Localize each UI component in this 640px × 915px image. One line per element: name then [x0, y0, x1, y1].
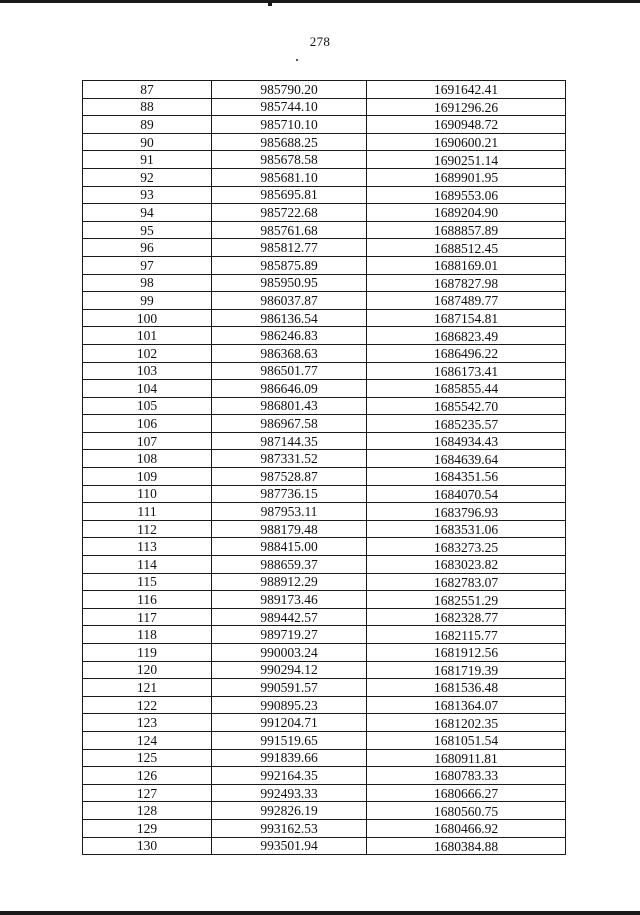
table-row: [83, 415, 566, 433]
x-coordinate-cell: 989173.46: [212, 591, 367, 609]
y-coordinate-cell: 1687827.98: [367, 274, 566, 292]
table-row: [83, 256, 566, 274]
y-coordinate-cell: 1685542.70: [367, 397, 566, 415]
point-number-cell: 125: [83, 749, 212, 767]
y-coordinate-cell: 1681202.35: [367, 714, 566, 732]
y-coordinate-cell: 1686823.49: [367, 327, 566, 345]
x-coordinate-cell: 986136.54: [212, 309, 367, 327]
point-number-cell: 87: [83, 81, 212, 99]
scan-top-border: [0, 0, 640, 3]
table-row: [83, 749, 566, 767]
table-row: [83, 151, 566, 169]
x-coordinate-cell: 985695.81: [212, 186, 367, 204]
table-row: [83, 591, 566, 609]
scan-mark: [268, 2, 272, 6]
table-row: [83, 644, 566, 662]
x-coordinate-cell: 986967.58: [212, 415, 367, 433]
x-coordinate-cell: 993501.94: [212, 837, 367, 855]
point-number-cell: 96: [83, 239, 212, 257]
x-coordinate-cell: 986501.77: [212, 362, 367, 380]
point-number-cell: 118: [83, 626, 212, 644]
table-row: [83, 503, 566, 521]
x-coordinate-cell: 987953.11: [212, 503, 367, 521]
x-coordinate-cell: 985761.68: [212, 221, 367, 239]
y-coordinate-cell: 1684934.43: [367, 432, 566, 450]
y-coordinate-cell: 1681719.39: [367, 661, 566, 679]
x-coordinate-cell: 992493.33: [212, 784, 367, 802]
table-row: [83, 344, 566, 362]
table-row: [83, 608, 566, 626]
x-coordinate-cell: 985744.10: [212, 98, 367, 116]
table-row: [83, 696, 566, 714]
y-coordinate-cell: 1680384.88: [367, 837, 566, 855]
x-coordinate-cell: 988912.29: [212, 573, 367, 591]
y-coordinate-cell: 1689901.95: [367, 168, 566, 186]
x-coordinate-cell: 991839.66: [212, 749, 367, 767]
table-row: [83, 520, 566, 538]
x-coordinate-cell: 986646.09: [212, 380, 367, 398]
point-number-cell: 108: [83, 450, 212, 468]
x-coordinate-cell: 990895.23: [212, 696, 367, 714]
y-coordinate-cell: 1682115.77: [367, 626, 566, 644]
x-coordinate-cell: 985681.10: [212, 168, 367, 186]
point-number-cell: 117: [83, 608, 212, 626]
y-coordinate-cell: 1690251.14: [367, 151, 566, 169]
x-coordinate-cell: 992164.35: [212, 767, 367, 785]
point-number-cell: 129: [83, 819, 212, 837]
x-coordinate-cell: 985875.89: [212, 256, 367, 274]
point-number-cell: 95: [83, 221, 212, 239]
table-row: [83, 485, 566, 503]
y-coordinate-cell: 1690948.72: [367, 116, 566, 134]
y-coordinate-cell: 1683796.93: [367, 503, 566, 521]
y-coordinate-cell: 1682551.29: [367, 591, 566, 609]
point-number-cell: 121: [83, 679, 212, 697]
y-coordinate-cell: 1691296.26: [367, 98, 566, 116]
point-number-cell: 98: [83, 274, 212, 292]
y-coordinate-cell: 1688512.45: [367, 239, 566, 257]
table-row: [83, 168, 566, 186]
x-coordinate-cell: 986368.63: [212, 344, 367, 362]
x-coordinate-cell: 989719.27: [212, 626, 367, 644]
y-coordinate-cell: 1685855.44: [367, 380, 566, 398]
y-coordinate-cell: 1687489.77: [367, 292, 566, 310]
coordinate-table-body: [83, 81, 566, 855]
y-coordinate-cell: 1684639.64: [367, 450, 566, 468]
table-row: [83, 767, 566, 785]
y-coordinate-cell: 1690600.21: [367, 133, 566, 151]
point-number-cell: 103: [83, 362, 212, 380]
table-row: [83, 133, 566, 151]
y-coordinate-cell: 1683531.06: [367, 520, 566, 538]
point-number-cell: 111: [83, 503, 212, 521]
x-coordinate-cell: 985678.58: [212, 151, 367, 169]
point-number-cell: 127: [83, 784, 212, 802]
table-row: [83, 626, 566, 644]
y-coordinate-cell: 1683023.82: [367, 556, 566, 574]
table-row: [83, 556, 566, 574]
x-coordinate-cell: 990003.24: [212, 644, 367, 662]
table-row: [83, 784, 566, 802]
y-coordinate-cell: 1688169.01: [367, 256, 566, 274]
y-coordinate-cell: 1680666.27: [367, 784, 566, 802]
point-number-cell: 92: [83, 168, 212, 186]
point-number-cell: 106: [83, 415, 212, 433]
point-number-cell: 91: [83, 151, 212, 169]
y-coordinate-cell: 1684070.54: [367, 485, 566, 503]
point-number-cell: 113: [83, 538, 212, 556]
table-row: [83, 380, 566, 398]
table-row: [83, 274, 566, 292]
point-number-cell: 115: [83, 573, 212, 591]
x-coordinate-cell: 991519.65: [212, 731, 367, 749]
table-row: [83, 239, 566, 257]
x-coordinate-cell: 985722.68: [212, 204, 367, 222]
point-number-cell: 89: [83, 116, 212, 134]
table-row: [83, 221, 566, 239]
point-number-cell: 128: [83, 802, 212, 820]
x-coordinate-cell: 993162.53: [212, 819, 367, 837]
x-coordinate-cell: 985812.77: [212, 239, 367, 257]
x-coordinate-cell: 986801.43: [212, 397, 367, 415]
page-number: 278: [309, 34, 331, 49]
y-coordinate-cell: 1686496.22: [367, 344, 566, 362]
y-coordinate-cell: 1681912.56: [367, 644, 566, 662]
x-coordinate-cell: 986246.83: [212, 327, 367, 345]
scan-speck: [296, 59, 298, 61]
table-row: [83, 204, 566, 222]
y-coordinate-cell: 1680466.92: [367, 819, 566, 837]
x-coordinate-cell: 988659.37: [212, 556, 367, 574]
table-row: [83, 116, 566, 134]
table-row: [83, 661, 566, 679]
table-row: [83, 309, 566, 327]
table-row: [83, 731, 566, 749]
x-coordinate-cell: 991204.71: [212, 714, 367, 732]
x-coordinate-cell: 985950.95: [212, 274, 367, 292]
scan-bottom-border: [0, 911, 640, 915]
point-number-cell: 112: [83, 520, 212, 538]
point-number-cell: 90: [83, 133, 212, 151]
point-number-cell: 122: [83, 696, 212, 714]
y-coordinate-cell: 1689553.06: [367, 186, 566, 204]
x-coordinate-cell: 985710.10: [212, 116, 367, 134]
y-coordinate-cell: 1681051.54: [367, 731, 566, 749]
table-row: [83, 98, 566, 116]
point-number-cell: 114: [83, 556, 212, 574]
y-coordinate-cell: 1681364.07: [367, 696, 566, 714]
point-number-cell: 119: [83, 644, 212, 662]
x-coordinate-cell: 986037.87: [212, 292, 367, 310]
x-coordinate-cell: 989442.57: [212, 608, 367, 626]
x-coordinate-cell: 988415.00: [212, 538, 367, 556]
y-coordinate-cell: 1680911.81: [367, 749, 566, 767]
y-coordinate-cell: 1686173.41: [367, 362, 566, 380]
table-row: [83, 837, 566, 855]
table-row: [83, 397, 566, 415]
y-coordinate-cell: 1691642.41: [367, 81, 566, 99]
y-coordinate-cell: 1681536.48: [367, 679, 566, 697]
table-row: [83, 327, 566, 345]
point-number-cell: 102: [83, 344, 212, 362]
point-number-cell: 101: [83, 327, 212, 345]
point-number-cell: 109: [83, 468, 212, 486]
table-row: [83, 292, 566, 310]
point-number-cell: 120: [83, 661, 212, 679]
point-number-cell: 88: [83, 98, 212, 116]
y-coordinate-cell: 1685235.57: [367, 415, 566, 433]
point-number-cell: 105: [83, 397, 212, 415]
x-coordinate-cell: 988179.48: [212, 520, 367, 538]
table-row: [83, 679, 566, 697]
point-number-cell: 97: [83, 256, 212, 274]
table-row: [83, 538, 566, 556]
point-number-cell: 93: [83, 186, 212, 204]
x-coordinate-cell: 987528.87: [212, 468, 367, 486]
table-row: [83, 819, 566, 837]
point-number-cell: 99: [83, 292, 212, 310]
y-coordinate-cell: 1682783.07: [367, 573, 566, 591]
table-row: [83, 802, 566, 820]
point-number-cell: 104: [83, 380, 212, 398]
point-number-cell: 107: [83, 432, 212, 450]
point-number-cell: 110: [83, 485, 212, 503]
table-row: [83, 450, 566, 468]
x-coordinate-cell: 990294.12: [212, 661, 367, 679]
y-coordinate-cell: 1687154.81: [367, 309, 566, 327]
y-coordinate-cell: 1683273.25: [367, 538, 566, 556]
x-coordinate-cell: 987331.52: [212, 450, 367, 468]
table-row: [83, 186, 566, 204]
y-coordinate-cell: 1680560.75: [367, 802, 566, 820]
point-number-cell: 130: [83, 837, 212, 855]
x-coordinate-cell: 987144.35: [212, 432, 367, 450]
x-coordinate-cell: 987736.15: [212, 485, 367, 503]
table-row: [83, 573, 566, 591]
y-coordinate-cell: 1688857.89: [367, 221, 566, 239]
x-coordinate-cell: 992826.19: [212, 802, 367, 820]
table-row: [83, 81, 566, 99]
y-coordinate-cell: 1689204.90: [367, 204, 566, 222]
table-row: [83, 362, 566, 380]
table-row: [83, 468, 566, 486]
x-coordinate-cell: 985790.20: [212, 81, 367, 99]
point-number-cell: 124: [83, 731, 212, 749]
point-number-cell: 126: [83, 767, 212, 785]
point-number-cell: 116: [83, 591, 212, 609]
table-row: [83, 432, 566, 450]
y-coordinate-cell: 1682328.77: [367, 608, 566, 626]
x-coordinate-cell: 990591.57: [212, 679, 367, 697]
point-number-cell: 94: [83, 204, 212, 222]
coordinate-table: [82, 80, 566, 855]
x-coordinate-cell: 985688.25: [212, 133, 367, 151]
y-coordinate-cell: 1680783.33: [367, 767, 566, 785]
point-number-cell: 123: [83, 714, 212, 732]
point-number-cell: 100: [83, 309, 212, 327]
table-row: [83, 714, 566, 732]
y-coordinate-cell: 1684351.56: [367, 468, 566, 486]
